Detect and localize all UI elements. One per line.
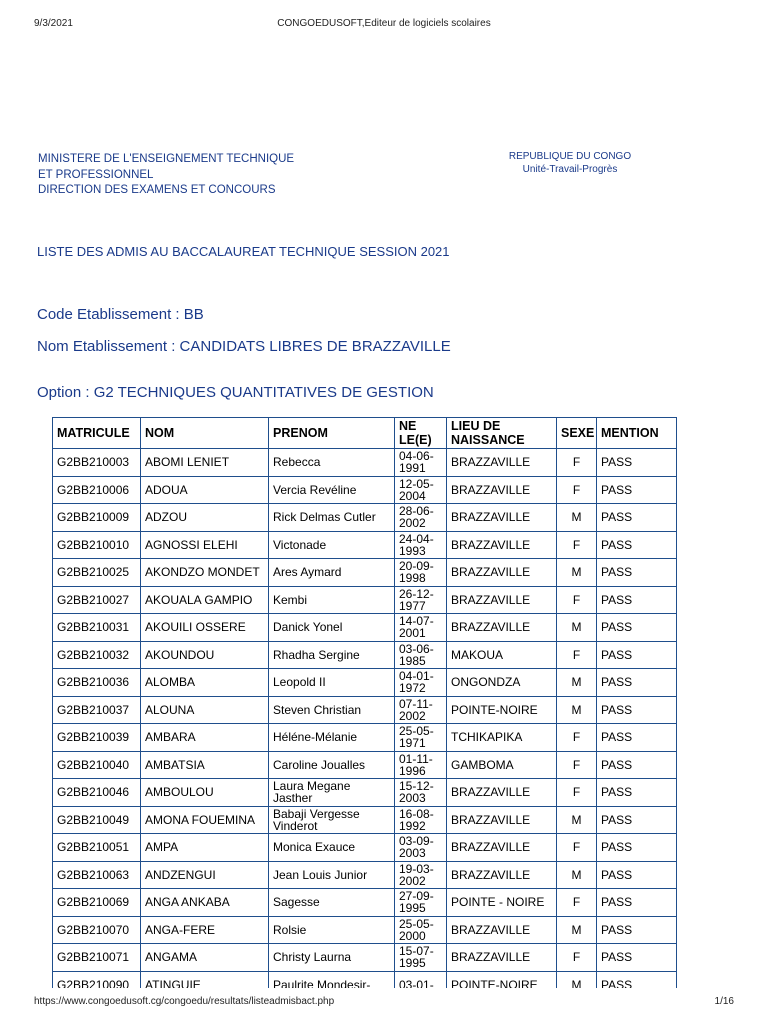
cell-lieu: BRAZZAVILLE [447, 806, 557, 834]
cell-prenom: Danick Yonel [269, 614, 395, 642]
list-title: LISTE DES ADMIS AU BACCALAUREAT TECHNIQUE SESSION 2021 [37, 244, 450, 259]
cell-mention: PASS [597, 476, 677, 504]
cell-sexe: F [557, 476, 597, 504]
cell-prenom: Kembi [269, 586, 395, 614]
print-date: 9/3/2021 [34, 18, 73, 29]
col-header-matricule: MATRICULE [53, 418, 141, 449]
cell-ne-le: 20-09-1998 [395, 559, 447, 587]
cell-prenom: Paulrite Mondesir- [269, 971, 395, 988]
cell-ne-le: 15-07-1995 [395, 944, 447, 972]
cell-sexe: M [557, 916, 597, 944]
cell-prenom: Caroline Joualles [269, 751, 395, 779]
cell-prenom: Steven Christian [269, 696, 395, 724]
cell-prenom: Babaji Vergesse Vinderot [269, 806, 395, 834]
cell-mention: PASS [597, 504, 677, 532]
cell-sexe: F [557, 724, 597, 752]
col-header-mention: MENTION [597, 418, 677, 449]
cell-prenom: Leopold II [269, 669, 395, 697]
col-header-ne-le: NE LE(E) [395, 418, 447, 449]
cell-matricule: G2BB210046 [53, 779, 141, 807]
table-row [53, 779, 677, 807]
cell-sexe: M [557, 696, 597, 724]
col-header-sexe: SEXE [557, 418, 597, 449]
cell-ne-le: 27-09-1995 [395, 889, 447, 917]
cell-ne-le: 04-01-1972 [395, 669, 447, 697]
cell-nom: ALOMBA [141, 669, 269, 697]
table-row [53, 944, 677, 972]
cell-lieu: MAKOUA [447, 641, 557, 669]
cell-prenom: Laura Megane Jasther [269, 779, 395, 807]
cell-matricule: G2BB210036 [53, 669, 141, 697]
table-row [53, 586, 677, 614]
ministry-line-3: DIRECTION DES EXAMENS ET CONCOURS [38, 184, 276, 196]
table-row [53, 971, 677, 988]
cell-mention: PASS [597, 724, 677, 752]
cell-mention: PASS [597, 641, 677, 669]
cell-ne-le: 25-05-1971 [395, 724, 447, 752]
table-row [53, 669, 677, 697]
table-row [53, 476, 677, 504]
republic-motto: Unité-Travail-Progrès [522, 163, 618, 175]
cell-matricule: G2BB210031 [53, 614, 141, 642]
cell-matricule: G2BB210039 [53, 724, 141, 752]
cell-mention: PASS [597, 834, 677, 862]
table-row [53, 531, 677, 559]
cell-mention: PASS [597, 889, 677, 917]
cell-lieu: POINTE-NOIRE [447, 696, 557, 724]
table-row [53, 806, 677, 834]
cell-prenom: Christy Laurna [269, 944, 395, 972]
cell-nom: AMBOULOU [141, 779, 269, 807]
cell-nom: ADOUA [141, 476, 269, 504]
cell-sexe: M [557, 861, 597, 889]
cell-sexe: F [557, 944, 597, 972]
cell-mention: PASS [597, 861, 677, 889]
cell-matricule: G2BB210070 [53, 916, 141, 944]
cell-nom: AMBARA [141, 724, 269, 752]
cell-matricule: G2BB210069 [53, 889, 141, 917]
cell-matricule: G2BB210032 [53, 641, 141, 669]
cell-ne-le: 15-12-2003 [395, 779, 447, 807]
cell-sexe: F [557, 751, 597, 779]
cell-sexe: M [557, 559, 597, 587]
cell-lieu: POINTE - NOIRE [447, 889, 557, 917]
cell-sexe: M [557, 806, 597, 834]
cell-mention: PASS [597, 751, 677, 779]
table-row [53, 834, 677, 862]
cell-matricule: G2BB210049 [53, 806, 141, 834]
cell-sexe: F [557, 531, 597, 559]
cell-lieu: BRAZZAVILLE [447, 559, 557, 587]
cell-matricule: G2BB210090 [53, 971, 141, 988]
cell-prenom: Rick Delmas Cutler [269, 504, 395, 532]
cell-matricule: G2BB210006 [53, 476, 141, 504]
results-table [52, 417, 677, 988]
cell-mention: PASS [597, 669, 677, 697]
cell-nom: AGNOSSI ELEHI [141, 531, 269, 559]
cell-prenom: Jean Louis Junior [269, 861, 395, 889]
cell-ne-le: 12-05-2004 [395, 476, 447, 504]
option-line: Option : G2 TECHNIQUES QUANTITATIVES DE GESTION [37, 384, 434, 401]
cell-matricule: G2BB210051 [53, 834, 141, 862]
cell-ne-le: 19-03-2002 [395, 861, 447, 889]
cell-mention: PASS [597, 971, 677, 988]
cell-matricule: G2BB210003 [53, 449, 141, 477]
cell-mention: PASS [597, 779, 677, 807]
cell-nom: AKOUILI OSSERE [141, 614, 269, 642]
table-row [53, 889, 677, 917]
cell-lieu: BRAZZAVILLE [447, 834, 557, 862]
table-row [53, 861, 677, 889]
cell-nom: ALOUNA [141, 696, 269, 724]
cell-matricule: G2BB210071 [53, 944, 141, 972]
cell-nom: ANGA-FERE [141, 916, 269, 944]
cell-nom: AKONDZO MONDET [141, 559, 269, 587]
print-title: CONGOEDUSOFT,Editeur de logiciels scolaires [277, 18, 491, 29]
col-header-nom: NOM [141, 418, 269, 449]
cell-lieu: POINTE-NOIRE [447, 971, 557, 988]
cell-lieu: BRAZZAVILLE [447, 944, 557, 972]
establishment-code: Code Etablissement : BB [37, 306, 204, 323]
cell-lieu: BRAZZAVILLE [447, 504, 557, 532]
establishment-name: Nom Etablissement : CANDIDATS LIBRES DE BRAZZAVILLE [37, 338, 451, 355]
table-row [53, 751, 677, 779]
table-row [53, 504, 677, 532]
cell-mention: PASS [597, 531, 677, 559]
cell-ne-le: 16-08-1992 [395, 806, 447, 834]
cell-nom: ABOMI LENIET [141, 449, 269, 477]
cell-ne-le: 28-06-2002 [395, 504, 447, 532]
cell-matricule: G2BB210009 [53, 504, 141, 532]
cell-prenom: Monica Exauce [269, 834, 395, 862]
cell-lieu: BRAZZAVILLE [447, 779, 557, 807]
cell-lieu: BRAZZAVILLE [447, 531, 557, 559]
cell-lieu: BRAZZAVILLE [447, 614, 557, 642]
cell-sexe: F [557, 834, 597, 862]
cell-lieu: BRAZZAVILLE [447, 916, 557, 944]
table-row [53, 696, 677, 724]
cell-matricule: G2BB210025 [53, 559, 141, 587]
cell-nom: AMBATSIA [141, 751, 269, 779]
cell-ne-le: 03-01- [395, 971, 447, 988]
cell-sexe: M [557, 614, 597, 642]
cell-prenom: Héléne-Mélanie [269, 724, 395, 752]
cell-sexe: F [557, 889, 597, 917]
cell-prenom: Rhadha Sergine [269, 641, 395, 669]
cell-nom: ANGAMA [141, 944, 269, 972]
cell-mention: PASS [597, 916, 677, 944]
cell-ne-le: 14-07-2001 [395, 614, 447, 642]
cell-mention: PASS [597, 559, 677, 587]
footer-url: https://www.congoedusoft.cg/congoedu/resultats/listeadmisbact.php [34, 996, 335, 1007]
col-header-lieu: LIEU DE NAISSANCE [447, 418, 557, 449]
cell-mention: PASS [597, 586, 677, 614]
cell-nom: ATINGUIE [141, 971, 269, 988]
cell-prenom: Sagesse [269, 889, 395, 917]
cell-ne-le: 03-06-1985 [395, 641, 447, 669]
cell-nom: AMPA [141, 834, 269, 862]
footer-page-number: 1/16 [714, 996, 734, 1007]
cell-sexe: F [557, 586, 597, 614]
cell-lieu: GAMBOMA [447, 751, 557, 779]
cell-sexe: M [557, 669, 597, 697]
cell-sexe: F [557, 449, 597, 477]
cell-nom: AKOUALA GAMPIO [141, 586, 269, 614]
cell-ne-le: 24-04-1993 [395, 531, 447, 559]
cell-ne-le: 25-05-2000 [395, 916, 447, 944]
cell-prenom: Ares Aymard [269, 559, 395, 587]
cell-lieu: BRAZZAVILLE [447, 476, 557, 504]
results-body [53, 449, 677, 989]
cell-mention: PASS [597, 806, 677, 834]
table-row [53, 916, 677, 944]
cell-lieu: TCHIKAPIKA [447, 724, 557, 752]
cell-nom: ANDZENGUI [141, 861, 269, 889]
table-header-row [53, 418, 677, 449]
table-row [53, 724, 677, 752]
cell-sexe: F [557, 641, 597, 669]
cell-prenom: Victonade [269, 531, 395, 559]
cell-matricule: G2BB210040 [53, 751, 141, 779]
table-row [53, 614, 677, 642]
cell-matricule: G2BB210063 [53, 861, 141, 889]
cell-mention: PASS [597, 696, 677, 724]
cell-ne-le: 04-06-1991 [395, 449, 447, 477]
cell-prenom: Vercia Revéline [269, 476, 395, 504]
cell-nom: ANGA ANKABA [141, 889, 269, 917]
cell-nom: AKOUNDOU [141, 641, 269, 669]
cell-prenom: Rebecca [269, 449, 395, 477]
cell-matricule: G2BB210037 [53, 696, 141, 724]
cell-lieu: BRAZZAVILLE [447, 861, 557, 889]
republic-name: REPUBLIQUE DU CONGO [508, 151, 632, 162]
table-row [53, 641, 677, 669]
cell-sexe: M [557, 504, 597, 532]
cell-ne-le: 26-12-1977 [395, 586, 447, 614]
col-header-prenom: PRENOM [269, 418, 395, 449]
cell-ne-le: 07-11-2002 [395, 696, 447, 724]
cell-mention: PASS [597, 944, 677, 972]
cell-nom: ADZOU [141, 504, 269, 532]
cell-sexe: M [557, 971, 597, 988]
cell-matricule: G2BB210010 [53, 531, 141, 559]
cell-lieu: BRAZZAVILLE [447, 449, 557, 477]
cell-nom: AMONA FOUEMINA [141, 806, 269, 834]
cell-lieu: ONGONDZA [447, 669, 557, 697]
cell-mention: PASS [597, 614, 677, 642]
ministry-line-2: ET PROFESSIONNEL [38, 168, 154, 181]
cell-matricule: G2BB210027 [53, 586, 141, 614]
cell-mention: PASS [597, 449, 677, 477]
cell-lieu: BRAZZAVILLE [447, 586, 557, 614]
cell-prenom: Rolsie [269, 916, 395, 944]
ministry-line-1: MINISTERE DE L'ENSEIGNEMENT TECHNIQUE [38, 153, 295, 165]
cell-sexe: F [557, 779, 597, 807]
table-row [53, 449, 677, 477]
cell-ne-le: 03-09-2003 [395, 834, 447, 862]
table-row [53, 559, 677, 587]
cell-ne-le: 01-11-1996 [395, 751, 447, 779]
